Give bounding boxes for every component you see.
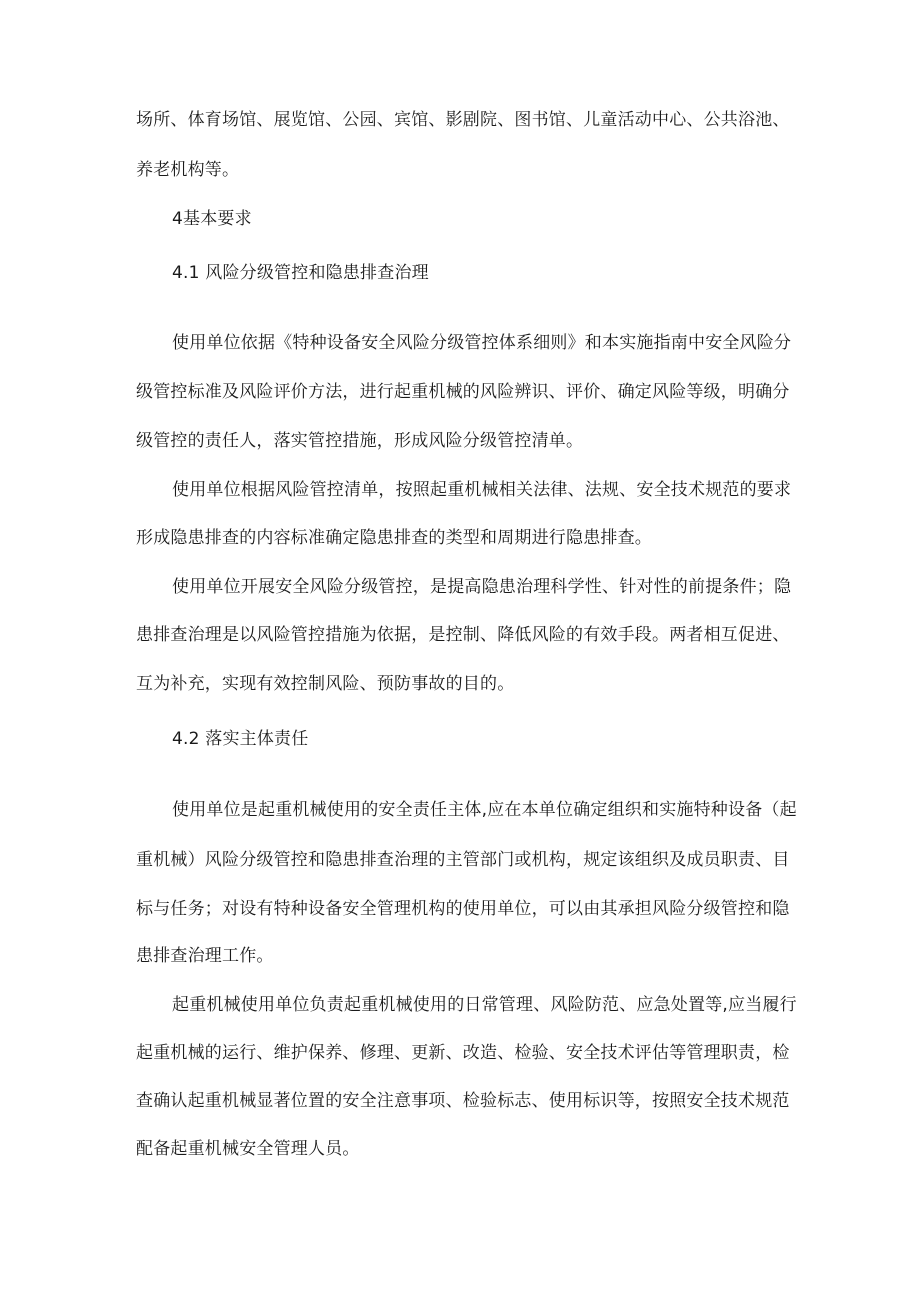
section-4-2-para2-line2: 起重机械的运行、维护保养、修理、更新、改造、检验、安全技术评估等管理职责，检 — [136, 1043, 790, 1063]
section-4-2-para2-line4: 配备起重机械安全管理人员。 — [136, 1139, 360, 1159]
section-4-1-para1-line2: 级管控标准及风险评价方法，进行起重机械的风险辨识、评价、确定风险等级，明确分 — [136, 382, 790, 402]
section-4-1-para2-line1: 使用单位根据风险管控清单，按照起重机械相关法律、法规、安全技术规范的要求 — [172, 480, 792, 500]
section-4-2-para1-line2: 重机械）风险分级管控和隐患排查治理的主管部门或机构，规定该组织及成员职责、目 — [136, 850, 790, 870]
section-4-1-para3-line3: 互为补充，实现有效控制风险、预防事故的目的。 — [136, 674, 515, 694]
section-4-1-para2-line2: 形成隐患排查的内容标准确定隐患排查的类型和周期进行隐患排查。 — [136, 528, 652, 548]
intro-line-2: 养老机构等。 — [136, 160, 240, 180]
section-4-2-para1-line4: 患排查治理工作。 — [136, 946, 274, 966]
section-4-heading: 4基本要求 — [172, 209, 252, 229]
section-4-2-para2-line1: 起重机械使用单位负责起重机械使用的日常管理、风险防范、应急处置等,应当履行 — [172, 995, 797, 1015]
section-4-1-heading: 4.1 风险分级管控和隐患排查治理 — [172, 263, 429, 283]
section-4-2-heading: 4.2 落实主体责任 — [172, 729, 309, 749]
section-4-1-para1-line1: 使用单位依据《特种设备安全风险分级管控体系细则》和本实施指南中安全风险分 — [172, 333, 792, 353]
section-4-1-para3-line1: 使用单位开展安全风险分级管控，是提高隐患治理科学性、针对性的前提条件；隐 — [172, 577, 792, 597]
intro-line-1: 场所、体育场馆、展览馆、公园、宾馆、影剧院、图书馆、儿童活动中心、公共浴池、 — [136, 110, 790, 130]
section-4-2-para1-line3: 标与任务；对设有特种设备安全管理机构的使用单位，可以由其承担风险分级管控和隐 — [136, 899, 790, 919]
section-4-1-para1-line3: 级管控的责任人，落实管控措施，形成风险分级管控清单。 — [136, 431, 584, 451]
section-4-2-para2-line3: 查确认起重机械显著位置的安全注意事项、检验标志、使用标识等，按照安全技术规范 — [136, 1091, 790, 1111]
section-4-2-para1-line1: 使用单位是起重机械使用的安全责任主体,应在本单位确定组织和实施特种设备（起 — [172, 800, 797, 820]
section-4-1-para3-line2: 患排查治理是以风险管控措施为依据，是控制、降低风险的有效手段。两者相互促进、 — [136, 625, 790, 645]
